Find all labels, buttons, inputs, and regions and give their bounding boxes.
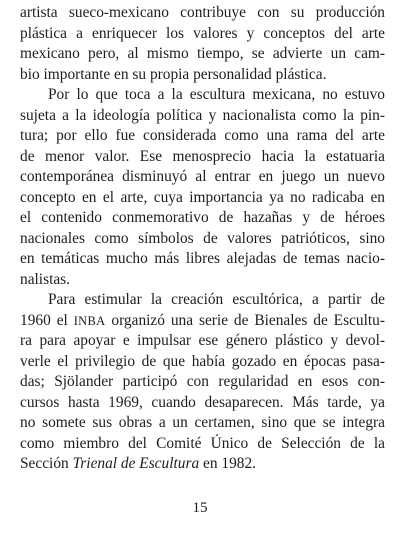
book-page <box>20 3 385 475</box>
text-line <box>20 311 385 332</box>
text-line: bio importante en su propia personalidad plástica. <box>20 65 327 83</box>
text-line: concepto en el arte, cuya importancia ya no radicaba en <box>20 188 385 206</box>
year-text: 1960 <box>20 311 51 329</box>
text-line: mexicano pero, al mismo tiempo, se advierte un cam- <box>20 45 385 62</box>
text-line: en temáticas mucho más libres alejadas de temas nacio- <box>20 250 385 267</box>
text-line: ra para apoyar e impulsar ese género plástico y devol- <box>20 332 385 349</box>
text-line: cursos hasta 1969, cuando desaparecen. Más tarde, ya <box>20 393 385 411</box>
page-number: 15 <box>192 500 208 516</box>
text-line: verle el privilegio de que había gozado en épocas pasa- <box>20 352 385 370</box>
text-line <box>20 454 385 475</box>
text-line: tura; por ello fue considerada como una rama del arte <box>20 127 385 144</box>
text-line: artista sueco-mexicano contribuye con su producción <box>20 4 385 21</box>
text-line: das; Sjölander participó con regularidad en esos con- <box>20 373 385 390</box>
text-line: Por lo que toca a la escultura mexicana, no estuvo <box>48 86 385 103</box>
text-line: sujeta a la ideología política y nacionalista como la pin- <box>20 106 385 124</box>
text-line: no somete sus obras a un certamen, sino que se integra <box>20 414 385 431</box>
text-fragment: Sección <box>20 455 69 472</box>
text-fragment: en 1982. <box>203 455 257 472</box>
paragraph-1 <box>20 3 385 85</box>
text-line: nacionales como símbolos de valores patrióticos, sino <box>20 229 385 247</box>
paragraph-3 <box>20 290 385 475</box>
text-line: de menor valor. Ese menosprecio hacia la estatuaria <box>20 147 385 165</box>
text-line: contemporánea disminuyó al entrar en juego un nuevo <box>20 168 385 185</box>
text-fragment: el <box>56 311 68 329</box>
text-line: plástica a enriquecer los valores y conceptos del arte <box>20 24 385 42</box>
text-line: Para estimular la creación escultórica, a partir de <box>48 291 385 308</box>
text-line: como miembro del Comité Único de Selección de la <box>20 434 385 452</box>
italic-title: Trienal de Escultura <box>72 455 200 472</box>
institution-acronym: INBA <box>73 313 106 328</box>
text-line: nalistas. <box>20 270 71 288</box>
text-fragment: organizó una serie de Bienales de Escultu- <box>111 311 385 329</box>
text-line: el contenido conmemorativo de hazañas y de héroes <box>20 209 385 226</box>
paragraph-2 <box>20 85 385 290</box>
